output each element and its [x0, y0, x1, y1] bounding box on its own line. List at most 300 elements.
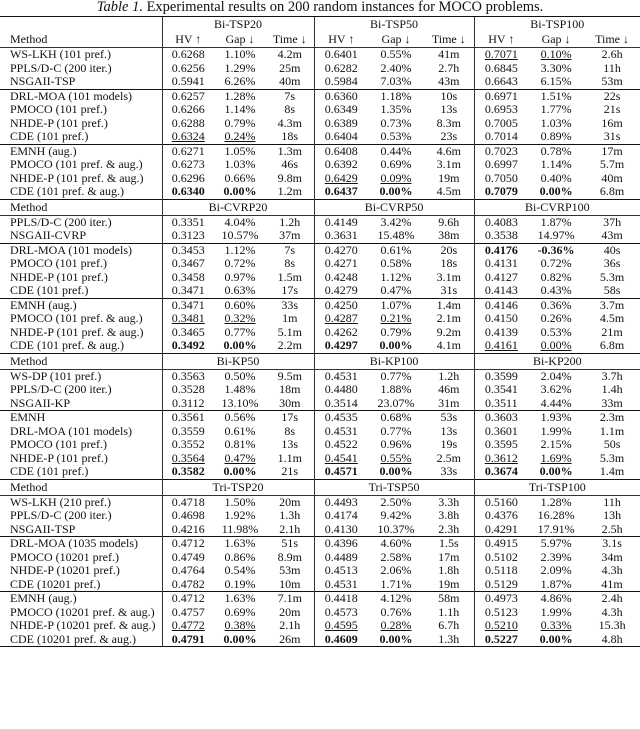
method-name: NHDE-P (10201 pref.): [10, 563, 120, 577]
gap-value: [528, 425, 584, 439]
time-value-text: 17s: [281, 283, 299, 297]
hv-value-text: 0.4749: [171, 549, 205, 564]
time-value: [424, 298, 474, 312]
hv-value-text: 0.3601: [484, 423, 518, 438]
time-value-text: 3.1m: [436, 157, 461, 171]
hv-value-text: 0.4131: [484, 256, 518, 270]
hv-value-text: 0.3492: [171, 338, 205, 352]
caption-text: Experimental results on 200 random instances for MOCO problems.: [142, 0, 544, 15]
hv-value: [474, 465, 528, 479]
gap-value: [368, 298, 424, 312]
method-column-header: Method: [0, 479, 162, 495]
method-name: CDE (101 pref.): [10, 464, 89, 478]
gap-value-text: 7.03%: [380, 74, 412, 88]
hv-value: [162, 62, 214, 76]
hv-value: [162, 495, 214, 509]
hv-value: [474, 425, 528, 439]
hv-value-text: 0.3603: [484, 410, 518, 424]
hv-value-text: 0.4139: [484, 324, 518, 339]
gap-value-text: 3.42%: [380, 214, 412, 229]
hv-value: [474, 158, 528, 172]
hv-value: [162, 271, 214, 285]
gap-value-text: 10.57%: [221, 228, 259, 242]
method-name: WS-LKH (101 pref.): [0, 48, 162, 62]
gap-value: [214, 75, 266, 89]
method-name: NHDE-P (101 pref.): [10, 450, 108, 465]
time-value-text: 6.8m: [599, 184, 625, 198]
method-name: DRL-MOA (101 models): [10, 423, 132, 438]
gap-value-text: 0.36%: [540, 297, 572, 312]
hv-value-text: 0.3595: [484, 437, 518, 451]
hv-value-text: 0.4418: [324, 591, 358, 605]
hv-value: [474, 185, 528, 199]
hv-value-text: 0.4595: [324, 618, 358, 632]
hv-value: [314, 592, 368, 606]
gap-value-text: -0.36%: [537, 242, 575, 257]
method-name: DRL-MOA (101 models): [0, 89, 162, 103]
method-column-header: Method: [0, 353, 162, 369]
time-value-text: 26m: [279, 631, 301, 646]
time-value: [584, 592, 640, 606]
gap-value: [214, 438, 266, 452]
hv-value: [474, 509, 528, 523]
time-column-header: Time ↓: [595, 32, 630, 46]
method-column-header: Method: [0, 199, 162, 215]
time-value-text: 1.1m: [599, 423, 625, 438]
time-value-text: 5.7m: [599, 157, 625, 171]
time-value: [584, 383, 640, 397]
gap-value-text: 1.35%: [380, 102, 412, 116]
gap-value-text: 0.82%: [540, 269, 572, 284]
gap-value: [368, 551, 424, 565]
gap-value-text: 0.00%: [539, 631, 573, 646]
gap-value-text: 2.06%: [380, 563, 412, 577]
hv-value-text: 0.6845: [484, 60, 518, 75]
time-value: [584, 339, 640, 353]
gap-value-text: 1.69%: [540, 450, 572, 465]
hv-value: [162, 215, 214, 229]
hv-value-text: 0.6256: [171, 60, 205, 75]
gap-value: [528, 606, 584, 620]
gap-value-text: 3.30%: [540, 60, 572, 75]
hv-value: [474, 103, 528, 117]
section-header-row: [0, 353, 640, 369]
hv-value: [474, 523, 528, 537]
gap-value-text: 0.79%: [380, 324, 412, 339]
gap-value-text: 11.98%: [221, 521, 259, 536]
gap-value-text: 0.38%: [224, 618, 256, 632]
gap-value-text: 0.10%: [540, 47, 572, 61]
time-value: [584, 619, 640, 633]
gap-value-text: 3.62%: [540, 382, 572, 396]
time-value: [266, 452, 314, 466]
gap-value-text: 0.79%: [224, 115, 256, 130]
method-name: PMOCO (101 pref. & aug.): [10, 157, 143, 171]
hv-value-text: 0.4791: [171, 631, 205, 646]
table-row: [0, 117, 640, 131]
gap-value: [528, 271, 584, 285]
hv-value-text: 0.5118: [485, 563, 518, 577]
time-value: [266, 578, 314, 592]
time-value: [424, 185, 474, 199]
hv-value-text: 0.4149: [324, 214, 358, 229]
gap-value: [214, 103, 266, 117]
gap-value: [214, 89, 266, 103]
hv-value: [474, 411, 528, 425]
hv-value-text: 0.4271: [324, 256, 358, 270]
hv-value: [474, 326, 528, 340]
method-name: NHDE-P (101 pref.): [10, 115, 108, 130]
hv-value: [162, 537, 214, 551]
gap-column-header: Gap ↓: [225, 32, 255, 46]
time-value-text: 1m: [282, 311, 298, 325]
hv-value-text: 0.3514: [324, 395, 358, 410]
gap-value-text: 0.72%: [540, 256, 572, 270]
gap-value: [214, 425, 266, 439]
gap-value: [528, 89, 584, 103]
hv-value-text: 0.4489: [324, 549, 358, 564]
method-name: WS-DP (101 pref.): [0, 369, 162, 383]
hv-value-text: 0.4772: [171, 618, 205, 632]
time-value-text: 18m: [279, 382, 301, 396]
hv-value-text: 0.6288: [171, 115, 205, 130]
time-value-text: 50s: [603, 437, 621, 451]
time-value: [584, 606, 640, 620]
time-value: [584, 229, 640, 243]
gap-value-text: 0.50%: [224, 368, 256, 383]
gap-value: [528, 564, 584, 578]
hv-value: [162, 172, 214, 186]
gap-value: [368, 633, 424, 647]
gap-value-text: 1.28%: [224, 88, 256, 103]
time-value-text: 6.7h: [438, 618, 460, 632]
time-value: [266, 185, 314, 199]
time-value: [266, 564, 314, 578]
hv-value: [162, 326, 214, 340]
time-value: [584, 495, 640, 509]
gap-value: [214, 369, 266, 383]
time-value: [266, 215, 314, 229]
gap-value-text: 14.97%: [537, 228, 575, 242]
time-value: [424, 578, 474, 592]
hv-value-text: 0.4376: [484, 508, 518, 522]
hv-value-text: 0.7071: [484, 47, 518, 61]
time-value: [266, 592, 314, 606]
problem-header: Tri-TSP20: [162, 479, 314, 495]
time-value: [424, 495, 474, 509]
gap-value: [214, 326, 266, 340]
time-value: [584, 509, 640, 523]
table-row: [0, 551, 640, 565]
time-value-text: 19m: [438, 576, 460, 591]
time-value-text: 4.2m: [277, 47, 302, 61]
problem-header: Bi-TSP50: [314, 17, 474, 33]
gap-value: [368, 465, 424, 479]
time-value-text: 41m: [438, 47, 460, 61]
method-name: DRL-MOA (101 models): [0, 243, 162, 257]
gap-value-text: 4.60%: [380, 536, 412, 550]
hv-value-text: 0.4531: [324, 576, 358, 591]
gap-value: [528, 75, 584, 89]
table-row: [0, 144, 640, 158]
time-value: [584, 158, 640, 172]
time-value: [584, 298, 640, 312]
gap-value: [214, 243, 266, 257]
results-table: [0, 16, 640, 647]
gap-value-text: 0.56%: [224, 410, 256, 424]
hv-value: [474, 438, 528, 452]
time-value-text: 2.2m: [277, 338, 302, 352]
method-name: NSGAII-KP: [10, 395, 70, 410]
gap-value: [368, 117, 424, 131]
hv-value-text: 0.4127: [484, 269, 518, 284]
gap-value: [368, 312, 424, 326]
hv-value: [314, 452, 368, 466]
table-row: [0, 271, 640, 285]
hv-value-text: 0.4531: [324, 368, 358, 383]
time-value-text: 9.8m: [277, 170, 302, 185]
table-row: [0, 452, 640, 466]
hv-value: [314, 89, 368, 103]
hv-value: [474, 633, 528, 647]
gap-value: [528, 117, 584, 131]
gap-value: [368, 339, 424, 353]
hv-value-text: 0.7023: [484, 143, 518, 158]
time-value: [266, 48, 314, 62]
time-value-text: 1.3h: [279, 508, 301, 522]
hv-value-text: 0.4522: [324, 437, 358, 451]
gap-value-text: 1.05%: [224, 143, 256, 158]
gap-value: [368, 130, 424, 144]
hv-value: [314, 229, 368, 243]
gap-value-text: 1.93%: [540, 410, 572, 424]
table-row: [0, 619, 640, 633]
gap-value-text: 2.50%: [380, 494, 412, 509]
method-name: EMNH: [0, 411, 162, 425]
gap-value: [214, 257, 266, 271]
method-name: PPLS/D-C (200 iter.): [10, 382, 112, 396]
hv-value: [314, 215, 368, 229]
time-value: [424, 158, 474, 172]
hv-value: [314, 551, 368, 565]
time-value: [266, 243, 314, 257]
hv-value-text: 0.4150: [484, 311, 518, 325]
hv-value: [162, 397, 214, 411]
hv-value: [162, 452, 214, 466]
gap-value: [214, 578, 266, 592]
hv-value: [162, 509, 214, 523]
hv-value: [474, 578, 528, 592]
time-value-text: 6.8m: [599, 338, 625, 352]
gap-value-text: 1.14%: [540, 157, 572, 171]
gap-value: [528, 144, 584, 158]
time-value: [424, 89, 474, 103]
hv-value-text: 0.4146: [484, 297, 518, 312]
table-row: [0, 397, 640, 411]
hv-value-text: 0.5129: [484, 576, 518, 591]
time-value-text: 20s: [440, 242, 458, 257]
gap-value-text: 1.92%: [224, 508, 256, 522]
time-value: [424, 523, 474, 537]
hv-value: [474, 62, 528, 76]
gap-value-text: 1.71%: [380, 576, 412, 591]
method-name: NHDE-P (101 pref.): [10, 269, 108, 284]
gap-value-text: 0.00%: [379, 464, 413, 478]
gap-value-text: 1.63%: [224, 536, 256, 550]
time-value: [584, 425, 640, 439]
time-value-text: 7.1m: [277, 591, 302, 605]
hv-value-text: 0.5210: [484, 618, 518, 632]
gap-value: [214, 312, 266, 326]
time-value-text: 5.3m: [599, 450, 625, 465]
gap-value: [528, 633, 584, 647]
table-row: [0, 523, 640, 537]
gap-value-text: 1.99%: [540, 604, 572, 619]
gap-value-text: 0.19%: [224, 576, 256, 591]
hv-value: [314, 130, 368, 144]
time-value: [584, 411, 640, 425]
gap-value: [368, 452, 424, 466]
time-value: [584, 369, 640, 383]
gap-value-text: 0.00%: [223, 464, 257, 478]
time-value-text: 4.8h: [601, 631, 623, 646]
hv-value: [162, 284, 214, 298]
time-value-text: 37h: [603, 214, 622, 229]
hv-value-text: 0.6324: [171, 129, 205, 143]
hv-value-text: 0.6266: [171, 102, 205, 116]
hv-value: [314, 144, 368, 158]
gap-value: [368, 215, 424, 229]
table-row: [0, 564, 640, 578]
hv-value: [162, 383, 214, 397]
time-value: [584, 578, 640, 592]
gap-value-text: 15.48%: [377, 228, 415, 242]
gap-value-text: 0.78%: [540, 143, 572, 158]
time-value: [584, 75, 640, 89]
table-row: [0, 578, 640, 592]
time-value: [424, 425, 474, 439]
gap-value-text: 0.00%: [540, 338, 572, 352]
hv-value: [314, 523, 368, 537]
time-value: [584, 438, 640, 452]
section-header-row: [0, 199, 640, 215]
hv-value: [314, 606, 368, 620]
gap-value: [528, 103, 584, 117]
gap-value-text: 0.21%: [380, 311, 412, 325]
gap-value-text: 0.28%: [380, 618, 412, 632]
time-value-text: 21m: [601, 324, 623, 339]
gap-value-text: 0.24%: [224, 129, 256, 143]
gap-value-text: 1.50%: [224, 494, 256, 509]
gap-value-text: 0.81%: [224, 437, 256, 451]
table-row: [0, 312, 640, 326]
hv-value: [162, 312, 214, 326]
time-value-text: 13s: [281, 437, 299, 451]
hv-value-text: 0.6429: [324, 170, 358, 185]
time-value-text: 3.1s: [602, 536, 622, 550]
table-row: [0, 509, 640, 523]
gap-value: [528, 438, 584, 452]
method-name: PPLS/D-C (200 iter.): [0, 215, 162, 229]
gap-value-text: 0.00%: [223, 184, 257, 198]
time-value-text: 22s: [603, 88, 621, 103]
hv-value: [314, 537, 368, 551]
hv-value-text: 0.3458: [171, 269, 205, 284]
time-value: [424, 243, 474, 257]
gap-value-text: 1.12%: [224, 242, 256, 257]
table-row: [0, 229, 640, 243]
gap-value-text: 4.86%: [540, 591, 572, 605]
gap-value: [214, 144, 266, 158]
gap-value: [528, 619, 584, 633]
hv-value-text: 0.6349: [324, 102, 358, 116]
time-value-text: 40s: [603, 242, 621, 257]
time-value: [266, 397, 314, 411]
time-value-text: 11h: [603, 60, 621, 75]
hv-value-text: 0.3541: [484, 382, 518, 396]
hv-value: [162, 75, 214, 89]
time-value: [266, 495, 314, 509]
time-value: [424, 103, 474, 117]
time-value: [584, 326, 640, 340]
time-value: [266, 257, 314, 271]
time-value-text: 25m: [279, 60, 301, 75]
method-name: EMNH (aug.): [0, 144, 162, 158]
hv-value-text: 0.6408: [324, 143, 358, 158]
hv-value: [474, 383, 528, 397]
hv-value-text: 0.4083: [484, 214, 518, 229]
time-value-text: 53m: [601, 74, 623, 88]
gap-value-text: 0.53%: [540, 324, 572, 339]
time-value: [584, 243, 640, 257]
gap-value-text: 0.54%: [224, 563, 256, 577]
time-value: [424, 229, 474, 243]
gap-value-text: 1.63%: [224, 591, 256, 605]
time-value: [424, 130, 474, 144]
hv-value-text: 0.3674: [484, 464, 518, 478]
table-row: [0, 89, 640, 103]
hv-value-text: 0.4396: [324, 536, 358, 550]
method-name: EMNH (aug.): [0, 298, 162, 312]
table-row: [0, 62, 640, 76]
time-value: [424, 438, 474, 452]
problem-header: Bi-CVRP100: [474, 199, 640, 215]
method-name: PPLS/D-C (200 iter.): [10, 508, 112, 522]
gap-value-text: 0.26%: [540, 311, 572, 325]
time-value-text: 31s: [603, 129, 621, 143]
hv-value: [314, 271, 368, 285]
hv-value-text: 0.3561: [171, 410, 205, 424]
problem-header: Bi-CVRP50: [314, 199, 474, 215]
hv-value: [314, 257, 368, 271]
gap-value-text: 0.09%: [380, 170, 412, 185]
method-name: NSGAII-CVRP: [10, 228, 87, 242]
time-value-text: 5.1m: [277, 324, 302, 339]
gap-value: [368, 383, 424, 397]
gap-value: [528, 229, 584, 243]
gap-value-text: 1.14%: [224, 102, 256, 116]
gap-value-text: 0.44%: [380, 143, 412, 158]
gap-value: [214, 606, 266, 620]
gap-value-text: 0.47%: [380, 283, 412, 297]
hv-value: [162, 103, 214, 117]
hv-value: [162, 438, 214, 452]
hv-value-text: 0.4291: [484, 521, 518, 536]
time-value-text: 46m: [438, 382, 460, 396]
time-value-text: 4.3h: [601, 604, 623, 619]
gap-value-text: 4.44%: [540, 395, 572, 410]
gap-value: [368, 48, 424, 62]
